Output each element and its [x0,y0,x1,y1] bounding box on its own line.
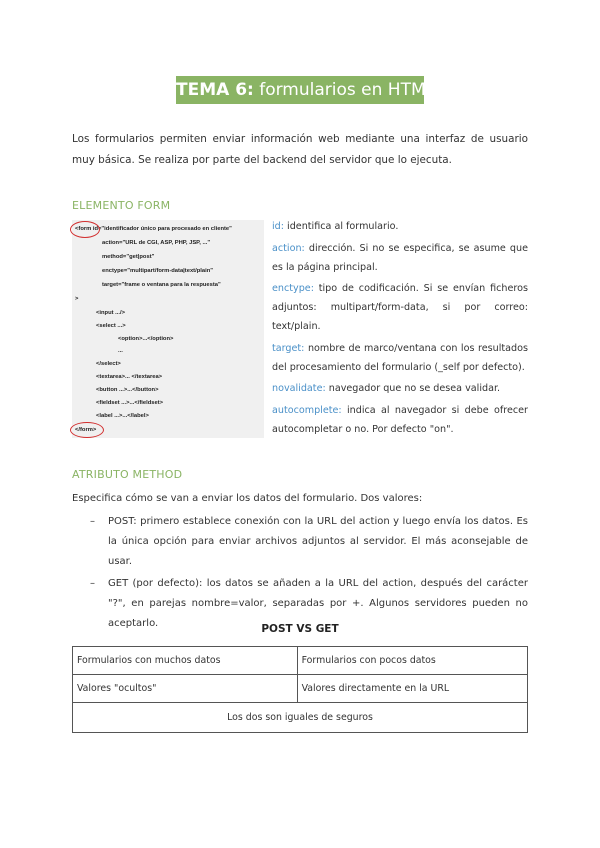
attribute-name: enctype: [272,283,314,295]
code-line: ... [118,348,123,354]
code-line: <input .../> [96,310,125,316]
attribute-desc: dirección. Si no se especifica, se asume que es la página principal. [272,242,528,273]
attribute-item [272,218,528,237]
list-item [90,512,528,572]
method-bullet-list [90,512,528,636]
attribute-desc: indica al navegador si debe ofrecer autocompletar o no. Por defecto "on". [272,405,528,435]
method-section-heading: ATRIBUTO METHOD [72,468,183,481]
attribute-item [272,402,528,440]
attribute-desc: tipo de codificación. Si se envían ficheros adjuntos: multipart/form-data, si por correo: text/plain. [272,283,528,332]
form-code-snippet [72,220,264,438]
code-form-tag: <form [75,226,92,232]
table-cell: Formularios con muchos datos [73,647,298,675]
code-line: > [75,296,79,302]
code-line: target="frame o ventana para la respuesta" [102,282,221,288]
code-line: <textarea>... </textarea> [96,374,163,380]
attribute-desc: nombre de marco/ventana con los resultados del procesamiento del formulario (_self por defecto). [272,342,528,373]
code-line: </select> [96,361,121,367]
attribute-item [272,240,528,278]
code-form-id: id="identificador único para procesado en cliente" [91,226,232,232]
table-row [73,703,528,733]
table-row [73,647,528,675]
attribute-item [272,340,528,378]
table-cell: Formularios con pocos datos [297,647,527,675]
table-row [73,675,528,703]
attribute-desc: navegador que no se desea validar. [325,383,501,395]
highlight-circle-form-close [70,422,104,438]
bullet-dash: – [90,578,95,589]
highlight-circle-form-open [70,221,100,238]
code-line: <fieldset ...>...</fieldset> [96,400,164,406]
attribute-name: action: [272,242,305,254]
code-line: method="get|post" [102,254,155,260]
title-bold: TEMA 6: [176,80,254,100]
table-footer-cell: Los dos son iguales de seguros [73,703,528,733]
table-cell: Valores directamente en la URL [297,675,527,703]
code-line: <label ...>...</label> [96,413,149,419]
code-line: <select ...> [96,323,126,329]
form-section-heading: ELEMENTO FORM [72,199,171,212]
attribute-item [272,380,528,399]
title-rest: formularios en HTML 5 [259,80,452,100]
attribute-name: id: [272,221,284,232]
code-line: <button ...>...</button> [96,387,159,393]
comparison-title: POST VS GET [261,623,339,635]
bullet-dash: – [90,516,95,527]
code-line: <option>...</option> [118,336,174,342]
method-description: Especifica cómo se van a enviar los datos del formulario. Dos valores: [72,493,423,504]
code-line: action="URL de CGI, ASP, PHP, JSP, ..." [102,240,211,246]
page-title [176,76,452,104]
form-attributes-list [272,218,528,443]
intro-paragraph: Los formularios permiten enviar información web mediante una interfaz de usuario muy básica. Se realiza por parte del backend del servidor que lo ejecuta. [72,133,528,166]
table-cell: Valores "ocultos" [73,675,298,703]
comparison-table [72,646,528,733]
attribute-name: autocomplete: [272,405,342,417]
attribute-item [272,280,528,336]
code-line: enctype="multipart/form-data|text/plain" [102,268,213,274]
attribute-desc: identifica al formulario. [284,221,399,232]
code-line-form-close: </form> [75,427,97,433]
bullet-text: GET (por defecto): los datos se añaden a la URL del action, después del carácter "?", en parejas nombre=valor, separadas por +. Algunos servidores pueden no aceptarlo. [108,578,528,629]
attribute-name: novalidate: [272,383,326,395]
bullet-text: POST: primero establece conexión con la URL del action y luego envía los datos. Es la única opción para enviar archivos adjuntos al servidor. El más aconsejable de usar. [108,516,528,567]
attribute-name: target: [272,342,305,354]
